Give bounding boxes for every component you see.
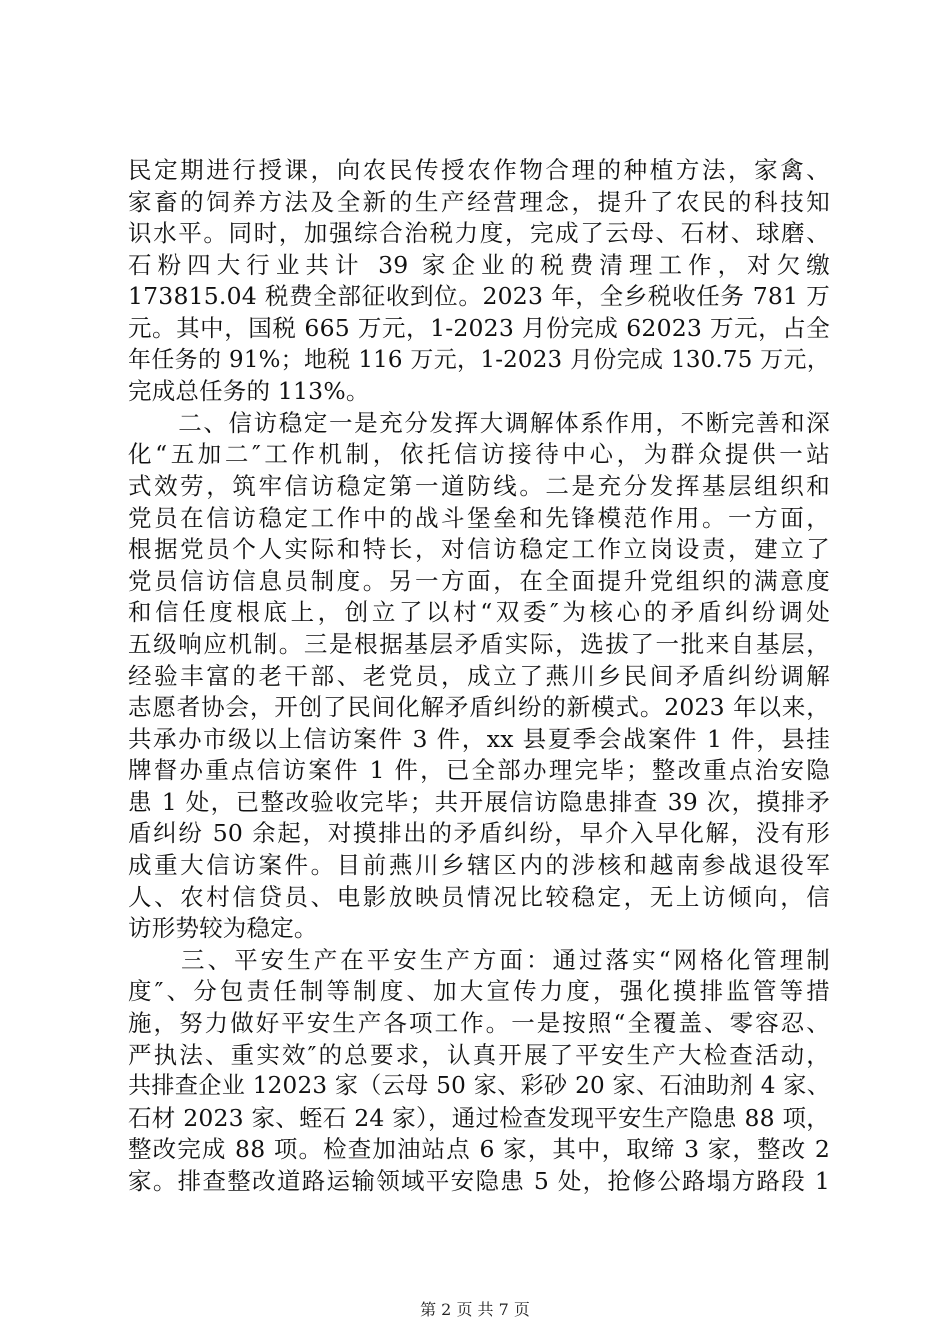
- text-line: 党员在信访稳定工作中的战斗堡垒和先锋模范作用。一方面，: [128, 503, 830, 532]
- text-line: 经验丰富的老干部、老党员，成立了燕川乡民间矛盾纠纷调解: [128, 661, 830, 690]
- text-line: 石粉四大行业共计 39 家企业的税费清理工作，对欠缴: [128, 250, 830, 279]
- text-line: 人、农村信贷员、电影放映员情况比较稳定，无上访倾向，信: [128, 882, 830, 911]
- text-line: 民定期进行授课，向农民传授农作物合理的种植方法，家禽、: [128, 156, 830, 184]
- text-line: 元。其中，国税 665 万元，1-2023 月份完成 62023 万元，占全: [128, 313, 830, 342]
- text-line: 石材 2023 家、蛭石 24 家），通过检查发现平安生产隐患 88 项，: [128, 1103, 830, 1132]
- text-line: 志愿者协会，开创了民间化解矛盾纠纷的新模式。2023 年以来，: [128, 693, 830, 722]
- text-line: 整改完成 88 项。检查加油站点 6 家，其中，取缔 3 家，整改 2: [128, 1135, 830, 1164]
- page-number: 第 2 页 共 7 页: [420, 1300, 530, 1319]
- text-line: 年任务的 91%；地税 116 万元，1-2023 月份完成 130.75 万元，: [128, 346, 830, 373]
- text-line: 根据党员个人实际和特长，对信访稳定工作立岗设责，建立了: [128, 535, 830, 564]
- section-heading-line: 二、信访稳定一是充分发挥大调解体系作用，不断完善和深: [128, 408, 830, 437]
- text-line: 施，努力做好平安生产各项工作。一是按照“全覆盖、零容忍、: [128, 1009, 830, 1038]
- text-line: 盾纠纷 50 余起，对摸排出的矛盾纠纷，早介入早化解，没有形: [128, 819, 830, 848]
- text-line: 访形势较为稳定。: [128, 914, 318, 943]
- text-line: 共承办市级以上信访案件 3 件，xx 县夏季会战案件 1 件，县挂: [128, 724, 830, 753]
- text-line: 173815.04 税费全部征收到位。2023 年，全乡税收任务 781 万: [128, 282, 830, 311]
- text-line: 和信任度根底上，创立了以村“双委″为核心的矛盾纠纷调处: [128, 598, 830, 627]
- text-line: 党员信访信息员制度。另一方面，在全面提升党组织的满意度: [128, 566, 830, 595]
- text-line: 化“五加二″工作机制，依托信访接待中心，为群众提供一站: [128, 440, 830, 469]
- text-line: 式效劳，筑牢信访稳定第一道防线。二是充分发挥基层组织和: [128, 471, 830, 500]
- section-heading-line: 三、平安生产在平安生产方面：通过落实“网格化管理制: [128, 945, 830, 974]
- text-line: 度″、分包责任制等制度、加大宣传力度，强化摸排监管等措: [128, 977, 830, 1006]
- text-line: 患 1 处，已整改验收完毕；共开展信访隐患排查 39 次，摸排矛: [128, 787, 830, 816]
- text-line: 五级响应机制。三是根据基层矛盾实际，选拔了一批来自基层，: [128, 629, 830, 658]
- text-line: 家畜的饲养方法及全新的生产经营理念，提升了农民的科技知: [128, 187, 830, 216]
- text-line: 识水平。同时，加强综合治税力度，完成了云母、石材、球磨、: [128, 219, 830, 248]
- text-line: 完成总任务的 113%。: [128, 377, 370, 406]
- text-line: 成重大信访案件。目前燕川乡辖区内的涉核和越南参战退役军: [128, 851, 830, 880]
- text-line: 家。排查整改道路运输领域平安隐患 5 处，抢修公路塌方路段 1: [128, 1167, 830, 1195]
- page-footer: [0, 1300, 950, 1320]
- text-line: 严执法、重实效″的总要求，认真开展了平安生产大检查活动，: [128, 1040, 830, 1069]
- text-line: 牌督办重点信访案件 1 件，已全部办理完毕；整改重点治安隐: [128, 756, 830, 785]
- body-text: [128, 155, 830, 1198]
- text-line: 共排查企业 12023 家（云母 50 家、彩砂 20 家、石油助剂 4 家、: [128, 1073, 830, 1100]
